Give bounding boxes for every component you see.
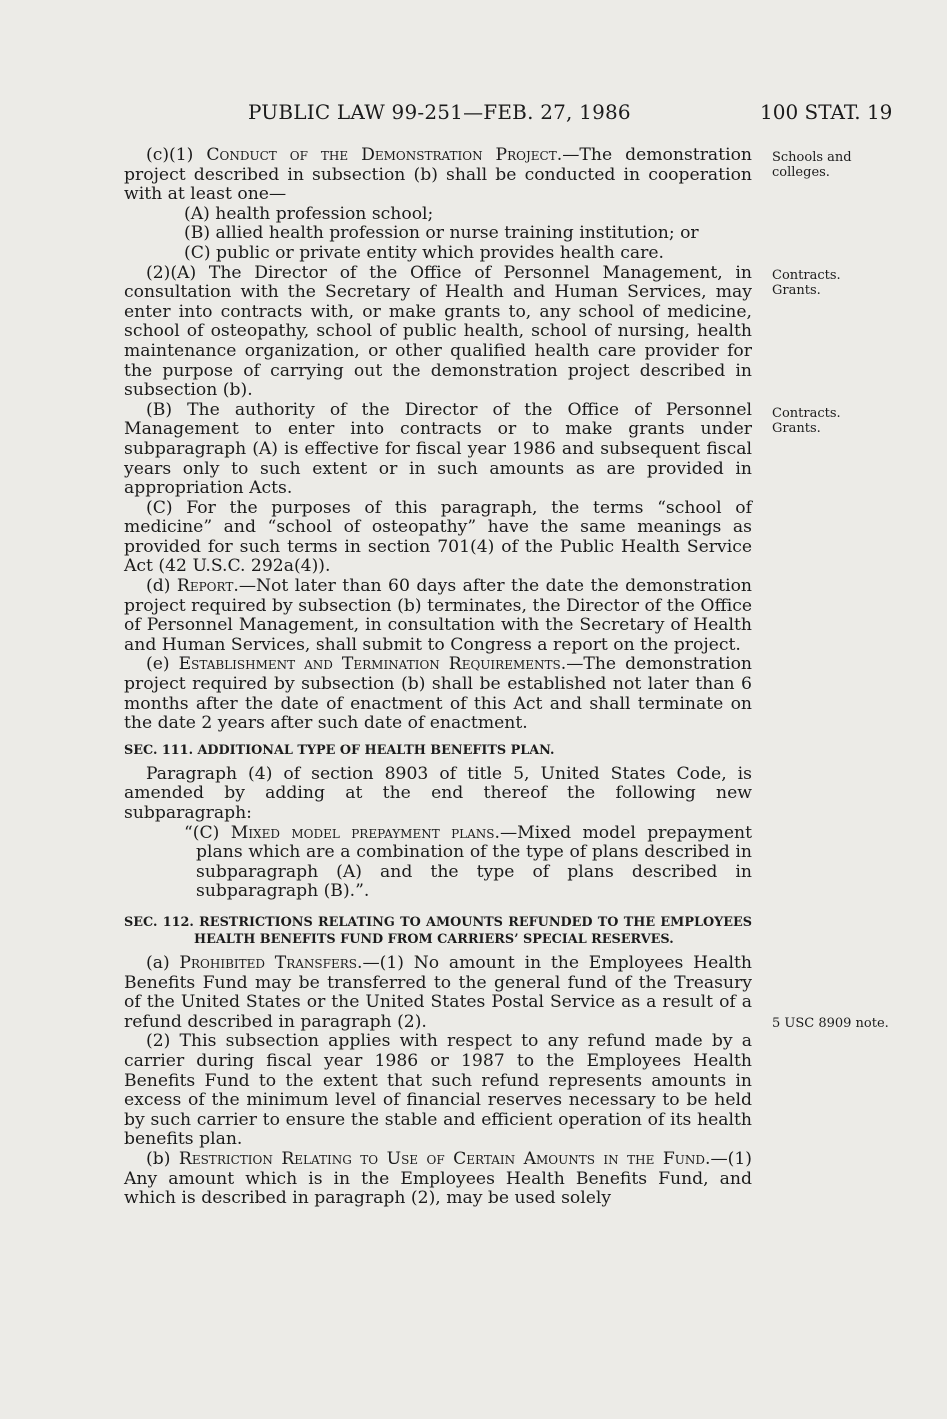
paragraph-d: (d) Report.—Not later than 60 days after the date the demonstration project required by subsection (b) terminates, the Director of the Office of Personnel Management, in consultation with the Secretary of Health and Human Services, shall submit to Congress a report on the project.: [124, 576, 752, 655]
run-in-heading: Report.: [176, 576, 239, 597]
running-header: PUBLIC LAW 99-251—FEB. 27, 1986: [248, 100, 631, 124]
clause-c1-c: (C) public or private entity which provides health care.: [184, 242, 664, 263]
section-heading-112: SEC. 112. RESTRICTIONS RELATING TO AMOUNTS REFUNDED TO THE EMPLOYEES HEALTH BENEFITS FUND FROM CARRIERS’ SPECIAL RESERVES.: [124, 914, 752, 947]
paragraph-112a2: (2) This subsection applies with respect to any refund made by a carrier during fiscal year 1986 or 1987 to the Employees Health Benefits Fund to the extent that such refund represents amounts in excess of the minimum level of financial reserves necessary to be held by such carrier to ensure the stable and efficient operation of its health benefits plan.: [124, 1031, 752, 1150]
run-in-heading: Prohibited Transfers.: [179, 952, 363, 973]
run-in-heading: Conduct of the Demonstration Project.: [206, 145, 563, 165]
run-in-heading: Mixed model prepayment plans.: [230, 822, 500, 843]
paragraph-e: (e) Establishment and Termination Requirements.—The demonstration project required by subsection (b) shall be established not later than 6 months after the date of enactment of this Act and shall terminate on the date 2 years after such date of enactment.: [124, 654, 752, 734]
clause-c1-b: (B) allied health profession or nurse training institution; or: [184, 223, 699, 244]
paragraph-112a: (a) Prohibited Transfers.—(1) No amount in the Employees Health Benefits Fund may be transferred to the general fund of the Treasury of the United States or the United States Postal Service as a result of a refund described in paragraph (2).: [124, 952, 752, 1032]
paragraph-c2a: (2)(A) The Director of the Office of Personnel Management, in consultation with the Secretary of Health and Human Services, may enter into contracts with, or make grants to, any school of medicine, school of osteopathy, school of public health, school of nursing, health maintenance organization, or other qualified health care provider for the purpose of carrying out the demonstration project described in subsection (b).: [124, 262, 752, 401]
paragraph-111: Paragraph (4) of section 8903 of title 5, United States Code, is amended by adding at the end thereof the following new subparagraph:: [124, 763, 752, 823]
run-in-heading: Establishment and Termination Requirements.: [178, 654, 567, 675]
paragraph-c2b: (B) The authority of the Director of the Office of Personnel Management to enter into contracts or to make grants under subparagraph (A) is effective for fiscal year 1986 and subsequent fiscal years only to such extent or in such amounts as are provided in appropriation Acts.: [124, 399, 752, 499]
clause-c1-a: (A) health profession school;: [184, 203, 434, 224]
margin-note-usc: 5 USC 8909 note.: [772, 1016, 889, 1031]
margin-note-schools: Schools and colleges.: [772, 150, 852, 180]
quoted-subparagraph: “(C) Mixed model prepayment plans.—Mixed model prepayment plans which are a combination of the type of plans described in subparagraph (A) and the type of plans described in subparagraph (B).”.: [184, 822, 752, 902]
statute-page-number: 100 STAT. 19: [760, 100, 893, 124]
margin-note-contracts-grants: Contracts. Grants.: [772, 268, 841, 298]
paragraph-112b: (b) Restriction Relating to Use of Certain Amounts in the Fund.—(1) Any amount which is in the Employees Health Benefits Fund, and which is described in paragraph (2), may be used solely: [124, 1148, 752, 1209]
section-heading-111: SEC. 111. ADDITIONAL TYPE OF HEALTH BENEFITS PLAN.: [124, 742, 555, 758]
paragraph-c1: (c)(1) Conduct of the Demonstration Project.—The demonstration project described in subsection (b) shall be conducted in cooperation with at least one—: [124, 145, 752, 205]
margin-note-contracts-grants-2: Contracts. Grants.: [772, 406, 841, 436]
paragraph-c2c: (C) For the purposes of this paragraph, the terms “school of medicine” and “school of osteopathy” have the same meanings as provided for such terms in section 701(4) of the Public Health Service Act (42 U.S.C. 292a(4)).: [124, 497, 752, 577]
run-in-heading: Restriction Relating to Use of Certain Amounts in the Fund.: [178, 1148, 711, 1169]
document-body: [124, 146, 752, 1209]
